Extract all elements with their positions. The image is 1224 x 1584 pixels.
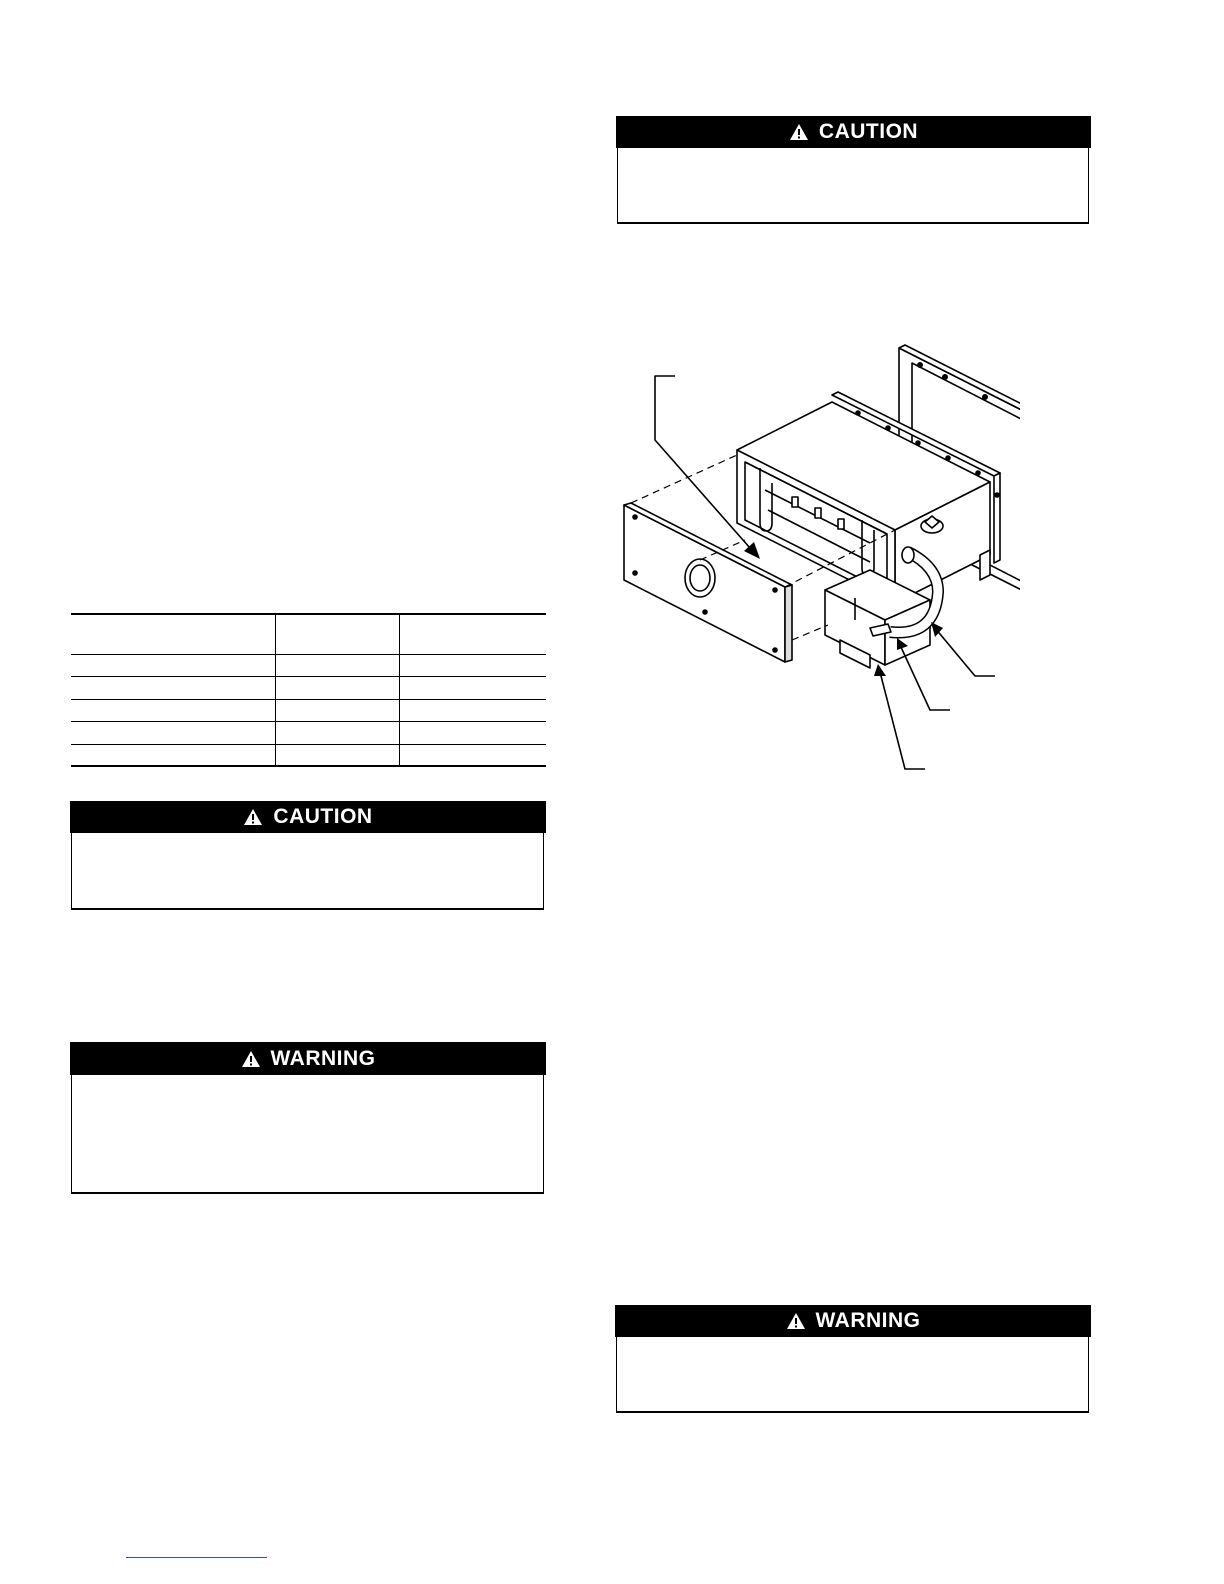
caution-body: [71, 833, 544, 910]
warning-label: WARNING: [815, 1309, 921, 1332]
warning-label: WARNING: [270, 1046, 376, 1070]
table-row-rule: [71, 744, 546, 745]
table-header-rule: [71, 654, 546, 655]
warning-body: [71, 1075, 544, 1194]
warning-triangle-icon: [786, 1312, 806, 1330]
warning-notice-bottom: [615, 1305, 1091, 1413]
footer-link-underline[interactable]: [126, 1557, 267, 1558]
warning-header: [70, 1042, 546, 1075]
exploded-assembly-figure: [600, 340, 1020, 780]
table-top-rule: [71, 613, 546, 615]
caution-label: CAUTION: [818, 120, 919, 143]
table-bottom-rule: [71, 765, 546, 767]
warning-triangle-icon: [241, 1050, 261, 1068]
caution-header: [70, 801, 546, 833]
table-row-rule: [71, 721, 546, 722]
caution-notice-left: [70, 801, 546, 910]
table-row-rule: [71, 676, 546, 677]
warning-notice-left: [70, 1042, 546, 1194]
warning-body: [616, 1337, 1089, 1413]
warning-header: [615, 1305, 1091, 1337]
caution-header: [616, 116, 1091, 148]
caution-notice-top: [616, 116, 1091, 224]
warning-triangle-icon: [243, 808, 263, 826]
warning-triangle-icon: [789, 123, 809, 141]
caution-label: CAUTION: [273, 805, 373, 828]
table-row-rule: [71, 699, 546, 700]
caution-body: [617, 148, 1089, 224]
